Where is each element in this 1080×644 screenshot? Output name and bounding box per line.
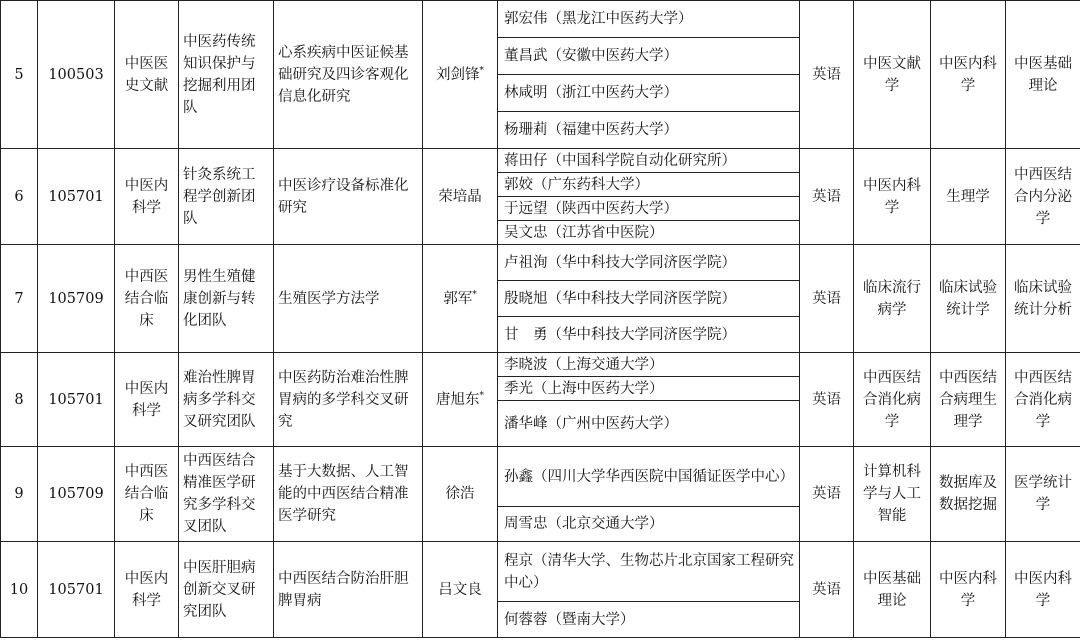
member-cell: 季光（上海中医药大学） [498, 377, 800, 401]
leader-cell [423, 542, 498, 638]
seq-cell: 9 [1, 447, 38, 542]
research-direction-cell: 中医药防治难治性脾胃病的多学科交叉研究 [274, 353, 423, 447]
team-cell: 中医药传统知识保护与挖掘利用团队 [179, 1, 274, 149]
member-cell: 卢祖洵（华中科技大学同济医学院） [498, 245, 800, 281]
member-cell: 郭宏伟（黑龙江中医药大学） [498, 1, 800, 38]
table-row [1, 1, 1080, 38]
seq-cell: 5 [1, 1, 38, 149]
table-row [1, 245, 1080, 281]
exam-subject-3-cell: 中西医结合内分泌学 [1006, 149, 1080, 245]
leader-cell [423, 245, 498, 353]
research-direction-cell: 基于大数据、人工智能的中西医结合精准医学研究 [274, 447, 423, 542]
discipline-code-cell: 105709 [38, 245, 115, 353]
discipline-cell: 中西医结合临床 [115, 447, 179, 542]
exam-subject-3-cell: 中医基础理论 [1006, 1, 1080, 149]
discipline-code-cell: 105701 [38, 542, 115, 638]
seq-cell: 10 [1, 542, 38, 638]
leader-mark: * [472, 289, 477, 300]
leader-name: 郭军 [443, 290, 473, 307]
leader-mark: * [479, 65, 484, 76]
exam-subject-2-cell: 生理学 [931, 149, 1006, 245]
exam-subject-1-cell: 计算机科学与人工智能 [854, 447, 931, 542]
exam-subject-3-cell: 中西医结合消化病学 [1006, 353, 1080, 447]
leader-mark: * [479, 390, 484, 401]
seq-cell: 8 [1, 353, 38, 447]
table-row [1, 447, 1080, 507]
leader-cell [423, 353, 498, 447]
language-cell: 英语 [800, 542, 854, 638]
leader-name: 唐旭东 [436, 391, 480, 408]
language-cell: 英语 [800, 149, 854, 245]
exam-subject-3-cell: 医学统计学 [1006, 447, 1080, 542]
exam-subject-2-cell: 数据库及数据挖掘 [931, 447, 1006, 542]
research-direction-cell: 生殖医学方法学 [274, 245, 423, 353]
exam-subject-2-cell: 临床试验统计学 [931, 245, 1006, 353]
team-cell: 男性生殖健康创新与转化团队 [179, 245, 274, 353]
exam-subject-1-cell: 中医文献学 [854, 1, 931, 149]
table-body [1, 1, 1080, 638]
team-cell: 难治性脾胃病多学科交叉研究团队 [179, 353, 274, 447]
discipline-code-cell: 105701 [38, 353, 115, 447]
discipline-cell: 中西医结合临床 [115, 245, 179, 353]
table-row [1, 542, 1080, 602]
member-cell: 董昌武（安徽中医药大学） [498, 38, 800, 75]
exam-subject-1-cell: 中西医结合消化病学 [854, 353, 931, 447]
exam-subject-3-cell: 中医内科学 [1006, 542, 1080, 638]
discipline-code-cell: 100503 [38, 1, 115, 149]
discipline-cell: 中医内科学 [115, 542, 179, 638]
exam-subject-1-cell: 中医内科学 [854, 149, 931, 245]
language-cell: 英语 [800, 353, 854, 447]
leader-cell [423, 149, 498, 245]
member-cell: 孙鑫（四川大学华西医院中国循证医学中心） [498, 447, 800, 507]
member-cell: 于远望（陕西中医药大学） [498, 197, 800, 221]
member-cell: 郭姣（广东药科大学） [498, 173, 800, 197]
discipline-cell: 中医医史文献 [115, 1, 179, 149]
table-row [1, 353, 1080, 377]
seq-cell: 6 [1, 149, 38, 245]
table-row [1, 149, 1080, 173]
research-direction-cell: 心系疾病中医证候基础研究及四诊客观化信息化研究 [274, 1, 423, 149]
discipline-code-cell: 105701 [38, 149, 115, 245]
team-cell: 中西医结合精准医学研究多学科交叉团队 [179, 447, 274, 542]
language-cell: 英语 [800, 1, 854, 149]
exam-subject-2-cell: 中西医结合病理生理学 [931, 353, 1006, 447]
member-cell: 殷晓旭（华中科技大学同济医学院） [498, 281, 800, 317]
leader-name: 刘剑锋 [436, 66, 480, 83]
language-cell: 英语 [800, 447, 854, 542]
member-cell: 杨珊莉（福建中医药大学） [498, 112, 800, 149]
member-cell: 周雪忠（北京交通大学） [498, 507, 800, 542]
leader-cell [423, 447, 498, 542]
research-direction-cell: 中西医结合防治肝胆脾胃病 [274, 542, 423, 638]
leader-name: 荣培晶 [438, 188, 482, 205]
team-cell: 中医肝胆病创新交叉研究团队 [179, 542, 274, 638]
member-cell: 甘 勇（华中科技大学同济医学院） [498, 317, 800, 353]
language-cell: 英语 [800, 245, 854, 353]
seq-cell: 7 [1, 245, 38, 353]
discipline-cell: 中医内科学 [115, 353, 179, 447]
member-cell: 吴文忠（江苏省中医院） [498, 221, 800, 245]
exam-subject-2-cell: 中医内科学 [931, 542, 1006, 638]
member-cell: 李晓波（上海交通大学） [498, 353, 800, 377]
exam-subject-2-cell: 中医内科学 [931, 1, 1006, 149]
leader-cell [423, 1, 498, 149]
discipline-cell: 中医内科学 [115, 149, 179, 245]
leader-name: 徐浩 [445, 486, 475, 502]
member-cell: 何蓉蓉（暨南大学） [498, 602, 800, 638]
exam-subject-3-cell: 临床试验统计分析 [1006, 245, 1080, 353]
exam-subject-1-cell: 临床流行病学 [854, 245, 931, 353]
exam-subject-1-cell: 中医基础理论 [854, 542, 931, 638]
research-direction-cell: 中医诊疗设备标准化研究 [274, 149, 423, 245]
member-cell: 潘华峰（广州中医药大学） [498, 401, 800, 447]
leader-name: 吕文良 [438, 581, 482, 598]
member-cell: 程京（清华大学、生物芯片北京国家工程研究中心） [498, 542, 800, 602]
team-cell: 针灸系统工程学创新团队 [179, 149, 274, 245]
member-cell: 林咸明（浙江中医药大学） [498, 75, 800, 112]
member-cell: 蒋田仔（中国科学院自动化研究所） [498, 149, 800, 173]
discipline-code-cell: 105709 [38, 447, 115, 542]
